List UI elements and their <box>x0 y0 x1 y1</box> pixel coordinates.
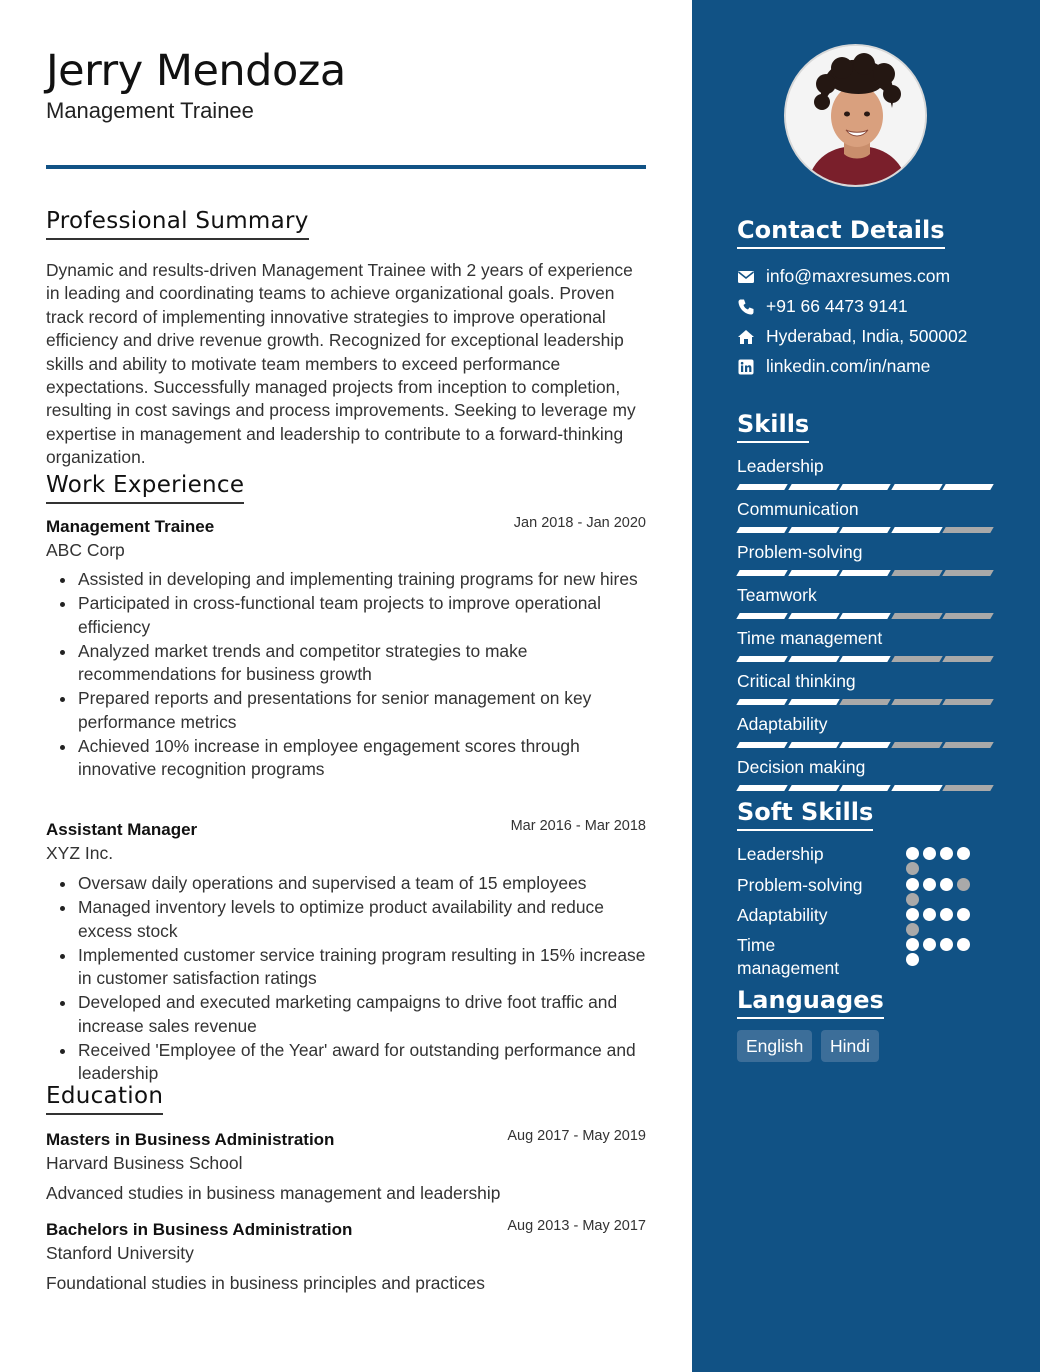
skill-name: Problem-solving <box>737 542 863 562</box>
soft-skill-rating <box>906 847 978 875</box>
soft-skill-rating <box>906 878 978 906</box>
skill-level-segment <box>736 484 787 490</box>
list-item: Analyzed market trends and competitor strategies to make recommendations for business growth <box>78 640 646 687</box>
skill-level-segment <box>891 484 942 490</box>
skill-level-segment <box>839 785 890 791</box>
skill-level-segment <box>736 699 787 705</box>
education-heading: Education <box>46 1083 163 1115</box>
summary-text: Dynamic and results-driven Management Trainee with 2 years of experience in leading and coordinating teams to achieve organizational goals. Proven track record of implementing innovative strategies to improve operational efficiency and drive revenue growth. Recognized for exceptional leadership skills and ability to motivate team members to exceed performance expectations. Successfully managed projects from inception to completion, resulting in cost savings and process improvements. Seeking to leverage my expertise in management and leadership to contribute to a forward-thinking organization. <box>46 260 636 468</box>
skill-level-segment <box>943 570 994 576</box>
job-dates: Jan 2018 - Jan 2020 <box>513 515 646 531</box>
skill-name: Decision making <box>737 757 866 777</box>
skill-level-segment <box>788 484 839 490</box>
skill-level-segment <box>839 527 890 533</box>
skill-level-segment <box>788 613 839 619</box>
skills-heading: Skills <box>737 410 809 443</box>
rating-dot <box>957 908 970 921</box>
contact-text: +91 66 4473 9141 <box>766 296 908 316</box>
skill-level-segment <box>788 656 839 662</box>
rating-dot <box>906 908 919 921</box>
degree-dates: Aug 2013 - May 2017 <box>507 1218 646 1234</box>
skill-level-segment <box>839 742 890 748</box>
skill-level-segment <box>891 699 942 705</box>
skill-level-segment <box>839 484 890 490</box>
skill-level-segment <box>736 785 787 791</box>
skill-level-segment <box>736 656 787 662</box>
skill-level-segment <box>891 570 942 576</box>
contact-text: info@maxresumes.com <box>766 266 951 286</box>
rating-dot <box>923 938 936 951</box>
skill-level-segment <box>839 613 890 619</box>
degree-dates: Aug 2017 - May 2019 <box>507 1128 646 1144</box>
home-icon <box>737 328 755 346</box>
list-item: Implemented customer service training program resulting in 15% increase in customer satisfaction ratings <box>78 944 646 991</box>
list-item: Participated in cross-functional team projects to improve operational efficiency <box>78 592 646 639</box>
skill-level-bar <box>738 656 992 662</box>
skill-level-segment <box>839 699 890 705</box>
rating-dot <box>940 908 953 921</box>
rating-dot <box>940 847 953 860</box>
skill-level-bar <box>738 699 992 705</box>
list-item: Achieved 10% increase in employee engagement scores through innovative recognition programs <box>78 735 646 782</box>
contact-heading: Contact Details <box>737 216 945 249</box>
skill-level-segment <box>788 742 839 748</box>
job-dates: Mar 2016 - Mar 2018 <box>510 818 646 834</box>
rating-dot <box>957 878 970 891</box>
skill-level-bar <box>738 785 992 791</box>
skill-level-segment <box>943 699 994 705</box>
rating-dot <box>906 893 919 906</box>
skill-level-segment <box>943 656 994 662</box>
skill-name: Communication <box>737 499 859 519</box>
skill-level-segment <box>736 613 787 619</box>
skill-level-segment <box>891 613 942 619</box>
candidate-role: Management Trainee <box>46 98 254 123</box>
rating-dot <box>940 938 953 951</box>
degree-description: Foundational studies in business principles and practices <box>46 1273 485 1293</box>
skill-level-segment <box>736 742 787 748</box>
skill-level-segment <box>943 785 994 791</box>
avatar <box>784 44 927 187</box>
degree-title: Bachelors in Business Administration <box>46 1220 353 1239</box>
experience-heading: Work Experience <box>46 472 244 504</box>
school-name: Harvard Business School <box>46 1153 243 1173</box>
list-item: Oversaw daily operations and supervised a team of 15 employees <box>78 872 646 896</box>
envelope-icon <box>737 268 755 286</box>
soft-skill-name: Problem-solving <box>737 875 863 895</box>
job-company: ABC Corp <box>46 540 125 560</box>
skill-name: Teamwork <box>737 585 817 605</box>
languages-heading: Languages <box>737 986 884 1019</box>
job-company: XYZ Inc. <box>46 843 114 863</box>
skill-level-bar <box>738 527 992 533</box>
skill-level-segment <box>788 785 839 791</box>
rating-dot <box>906 878 919 891</box>
skill-name: Critical thinking <box>737 671 856 691</box>
language-badge: Hindi <box>821 1030 879 1062</box>
candidate-name: Jerry Mendoza <box>46 46 346 96</box>
linkedin-icon <box>737 358 755 376</box>
skill-level-bar <box>738 742 992 748</box>
skill-level-segment <box>736 527 787 533</box>
soft-skill-rating <box>906 938 978 966</box>
skill-level-bar <box>738 484 992 490</box>
language-badge: English <box>737 1030 812 1062</box>
contact-address <box>737 326 967 347</box>
soft-skill-rating <box>906 908 978 936</box>
skill-level-segment <box>891 785 942 791</box>
rating-dot <box>906 923 919 936</box>
rating-dot <box>923 908 936 921</box>
skill-level-segment <box>943 527 994 533</box>
skill-level-segment <box>891 527 942 533</box>
job-title: Management Trainee <box>46 517 215 536</box>
contact-email[interactable] <box>737 266 950 287</box>
skill-level-segment <box>736 570 787 576</box>
skill-level-segment <box>839 570 890 576</box>
degree-title: Masters in Business Administration <box>46 1130 335 1149</box>
phone-icon <box>737 298 755 316</box>
rating-dot <box>940 878 953 891</box>
skill-level-segment <box>788 527 839 533</box>
list-item: Developed and executed marketing campaigns to drive foot traffic and increase sales revenue <box>78 991 646 1038</box>
contact-text: Hyderabad, India, 500002 <box>766 326 968 346</box>
soft-skill-name: Adaptability <box>737 905 828 925</box>
skill-level-segment <box>943 742 994 748</box>
rating-dot <box>906 938 919 951</box>
soft-skills-heading: Soft Skills <box>737 798 873 831</box>
skill-name: Time management <box>737 628 883 648</box>
job-bullets <box>78 568 646 782</box>
skill-level-segment <box>891 742 942 748</box>
skill-level-segment <box>788 570 839 576</box>
skill-level-segment <box>788 699 839 705</box>
skill-level-segment <box>943 613 994 619</box>
skill-level-segment <box>839 656 890 662</box>
list-item: Assisted in developing and implementing training programs for new hires <box>78 568 646 592</box>
avatar-portrait-icon <box>786 46 927 187</box>
degree-description: Advanced studies in business management and leadership <box>46 1183 501 1203</box>
rating-dot <box>957 938 970 951</box>
list-item: Prepared reports and presentations for senior management on key performance metrics <box>78 687 646 734</box>
rating-dot <box>906 862 919 875</box>
rating-dot <box>906 847 919 860</box>
contact-linkedin[interactable] <box>737 356 930 377</box>
soft-skill-name: Leadership <box>737 844 824 864</box>
contact-text: linkedin.com/in/name <box>766 356 931 376</box>
skill-level-segment <box>891 656 942 662</box>
rating-dot <box>923 878 936 891</box>
skill-level-bar <box>738 613 992 619</box>
summary-heading: Professional Summary <box>46 208 309 240</box>
contact-phone[interactable] <box>737 296 908 317</box>
school-name: Stanford University <box>46 1243 194 1263</box>
soft-skill-name: Time management <box>737 935 840 978</box>
rating-dot <box>923 847 936 860</box>
skill-level-bar <box>738 570 992 576</box>
rating-dot <box>906 953 919 966</box>
rating-dot <box>957 847 970 860</box>
list-item: Managed inventory levels to optimize product availability and reduce excess stock <box>78 896 646 943</box>
job-bullets <box>78 872 646 1086</box>
skill-level-segment <box>943 484 994 490</box>
skill-name: Adaptability <box>737 714 828 734</box>
skill-name: Leadership <box>737 456 824 476</box>
list-item: Received 'Employee of the Year' award for outstanding performance and leadership <box>78 1039 646 1086</box>
job-title: Assistant Manager <box>46 820 198 839</box>
header-divider <box>46 165 646 169</box>
